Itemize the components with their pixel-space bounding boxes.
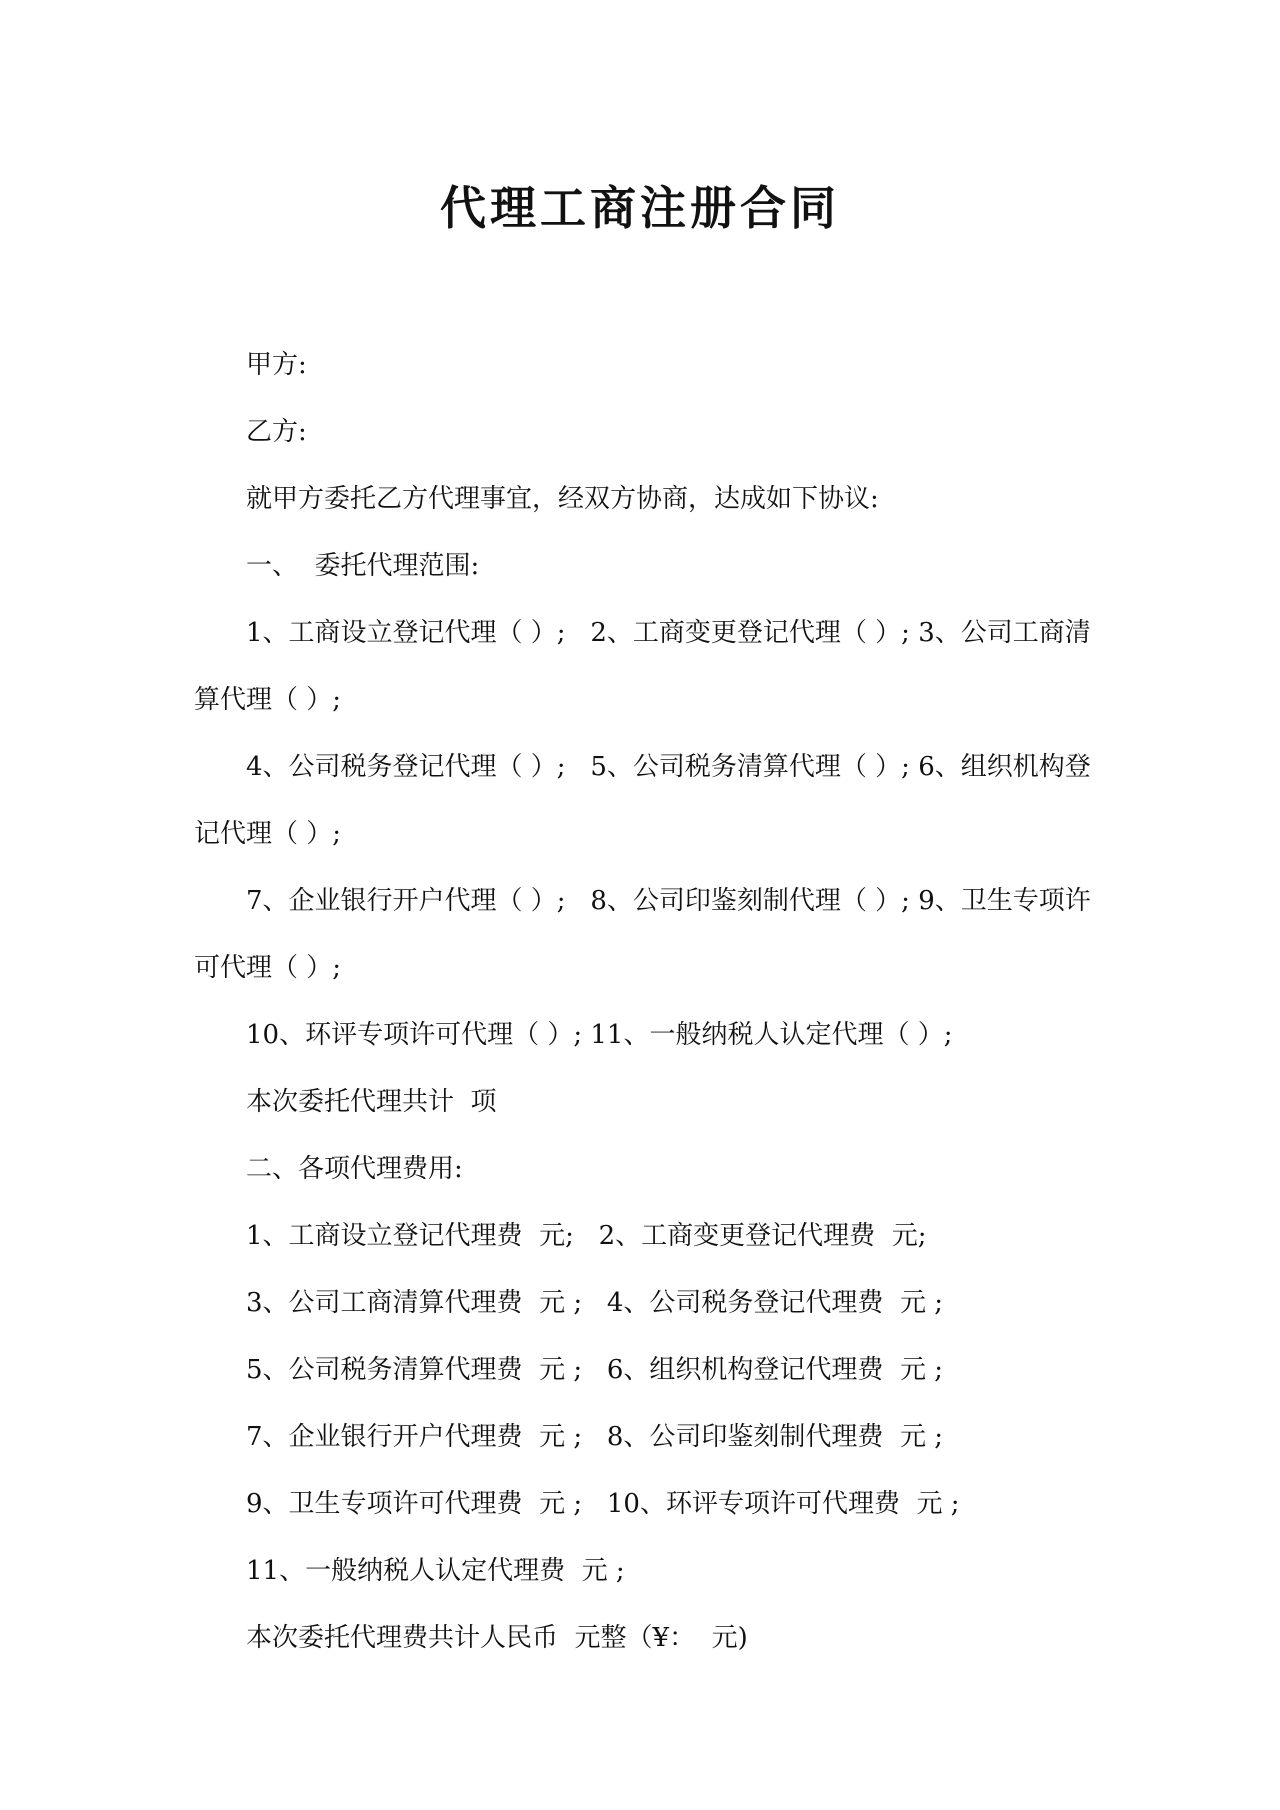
scope-line-3-cont: 可代理（ ）;: [194, 953, 342, 983]
fee-line-1: 1、工商设立登记代理费 元; 2、工商变更登记代理费 元;: [246, 1221, 927, 1251]
scope-total-line: 本次委托代理共计 项: [246, 1087, 497, 1117]
scope-line-1-cont: 算代理（ ）;: [194, 685, 342, 715]
scope-line-4: 10、环评专项许可代理（ ）; 11、一般纳税人认定代理（ ）;: [246, 1020, 953, 1050]
fee-line-6: 11、一般纳税人认定代理费 元 ;: [246, 1556, 625, 1586]
scope-line-2: 4、公司税务登记代理（ ）; 5、公司税务清算代理（ ）; 6、组织机构登: [246, 752, 1091, 782]
document-body: [194, 332, 1094, 1672]
fee-line-2: 3、公司工商清算代理费 元 ; 4、公司税务登记代理费 元 ;: [246, 1288, 943, 1318]
section-1-heading: 一、 委托代理范围:: [246, 551, 480, 581]
fee-line-3: 5、公司税务清算代理费 元 ; 6、组织机构登记代理费 元 ;: [246, 1355, 943, 1385]
scope-line-3: 7、企业银行开户代理（ ）; 8、公司印鉴刻制代理（ ）; 9、卫生专项许: [246, 886, 1091, 916]
fee-total-line: 本次委托代理费共计人民币 元整（¥： 元): [246, 1623, 748, 1653]
agreement-intro: 就甲方委托乙方代理事宜，经双方协商，达成如下协议:: [246, 484, 879, 514]
fee-line-4: 7、企业银行开户代理费 元 ; 8、公司印鉴刻制代理费 元 ;: [246, 1422, 943, 1452]
scope-line-2-cont: 记代理（ ）;: [194, 819, 342, 849]
fee-line-5: 9、卫生专项许可代理费 元 ; 10、环评专项许可代理费 元 ;: [246, 1489, 960, 1519]
scope-line-1: 1、工商设立登记代理（ ）; 2、工商变更登记代理（ ）; 3、公司工商清: [246, 618, 1091, 648]
section-2-heading: 二、各项代理费用:: [246, 1154, 463, 1184]
party-b-line: 乙方:: [246, 417, 307, 447]
document-title: 代理工商注册合同: [440, 181, 840, 235]
party-a-line: 甲方:: [246, 350, 307, 380]
